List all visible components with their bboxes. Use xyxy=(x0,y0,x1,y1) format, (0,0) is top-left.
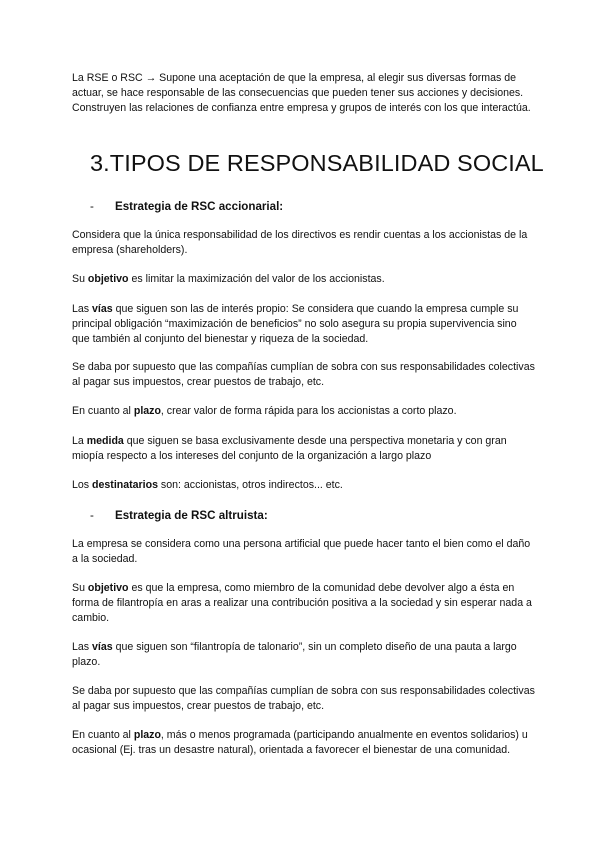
bullet-dash: - xyxy=(90,509,94,522)
subheading-accionarial xyxy=(90,199,283,214)
subheading-accionarial-label: Estrategia de RSC accionarial: xyxy=(115,200,284,213)
text-run: que siguen son “filantropía de talonario”, sin un completo diseño de una pauta a largo plazo. xyxy=(72,641,517,669)
altruista-paragraph-vias xyxy=(72,640,537,670)
bold-term: vías xyxy=(92,303,113,315)
text-run: Los xyxy=(72,479,93,491)
bold-term: plazo xyxy=(133,405,161,417)
bold-term: plazo xyxy=(133,729,161,741)
text-run: Las xyxy=(72,303,93,315)
text-run: La xyxy=(72,435,87,447)
subheading-altruista xyxy=(90,508,268,523)
bullet-dash: - xyxy=(90,200,94,213)
bold-term: medida xyxy=(86,435,124,447)
text-run: que siguen son las de interés propio: Se considera que cuando la empresa cumple su principal obligación “maximización de beneficios” no solo asegura su propia supervivencia sino que también al conjunto del bienestar y riqueza de la sociedad. xyxy=(72,303,519,346)
text-run: En cuanto al xyxy=(72,729,134,741)
altruista-paragraph-plazo xyxy=(72,728,537,758)
accionarial-paragraph-objetivo xyxy=(72,272,537,287)
text-run: Su xyxy=(72,273,88,285)
subheading-altruista-label: Estrategia de RSC altruista: xyxy=(115,509,268,522)
accionarial-paragraph-vias xyxy=(72,302,537,348)
accionarial-paragraph-supuesto: Se daba por supuesto que las compañías cumplían de sobra con sus responsabilidades colectivas al pagar sus impuestos, crear puestos de trabajo, etc. xyxy=(72,361,535,389)
text-run: , más o menos programada (participando anualmente en eventos solidarios) u ocasional (Ej. tras un desastre natural), orientada a favorecer el bienestar de una comunidad. xyxy=(72,729,528,757)
altruista-paragraph-1: La empresa se considera como una persona artificial que puede hacer tanto el bien como el daño a la sociedad. xyxy=(72,538,531,566)
text-run: es que la empresa, como miembro de la comunidad debe devolver algo a ésta en forma de filantropía en aras a realizar una contribución positiva a la sociedad y sin esperar nada a cambio. xyxy=(72,582,532,625)
accionarial-paragraph-1: Considera que la única responsabilidad de los directivos es rendir cuentas a los accionistas de la empresa (shareholders). xyxy=(72,229,528,257)
accionarial-paragraph-plazo xyxy=(72,404,537,419)
intro-paragraph: La RSE o RSC → Supone una aceptación de que la empresa, al elegir sus diversas formas de actuar, se hace responsable de las consecuencias que pueden tener sus acciones y decisiones. Construyen las relaciones de confianza entre empresa y grupos de interés con los que interactúa. xyxy=(72,72,531,115)
accionarial-paragraph-medida xyxy=(72,434,537,464)
bold-term: objetivo xyxy=(87,582,129,594)
text-run: , crear valor de forma rápida para los accionistas a corto plazo. xyxy=(160,405,457,417)
section-heading: 3.TIPOS DE RESPONSABILIDAD SOCIAL xyxy=(90,150,544,176)
accionarial-paragraph-destinatarios xyxy=(72,478,537,493)
text-run: son: accionistas, otros indirectos... etc. xyxy=(157,479,343,491)
text-run: Las xyxy=(72,641,93,653)
altruista-paragraph-objetivo xyxy=(72,581,537,627)
text-run: que siguen se basa exclusivamente desde una perspectiva monetaria y con gran miopía respecto a los intereses del conjunto de la organización a largo plazo xyxy=(72,435,507,463)
bold-term: objetivo xyxy=(87,273,129,285)
text-run: En cuanto al xyxy=(72,405,134,417)
text-run: es limitar la maximización del valor de los accionistas. xyxy=(128,273,385,285)
bold-term: destinatarios xyxy=(92,479,158,491)
altruista-paragraph-supuesto: Se daba por supuesto que las compañías cumplían de sobra con sus responsabilidades colectivas al pagar sus impuestos, crear puestos de trabajo, etc. xyxy=(72,685,535,713)
text-run: Su xyxy=(72,582,88,594)
bold-term: vías xyxy=(92,641,113,653)
